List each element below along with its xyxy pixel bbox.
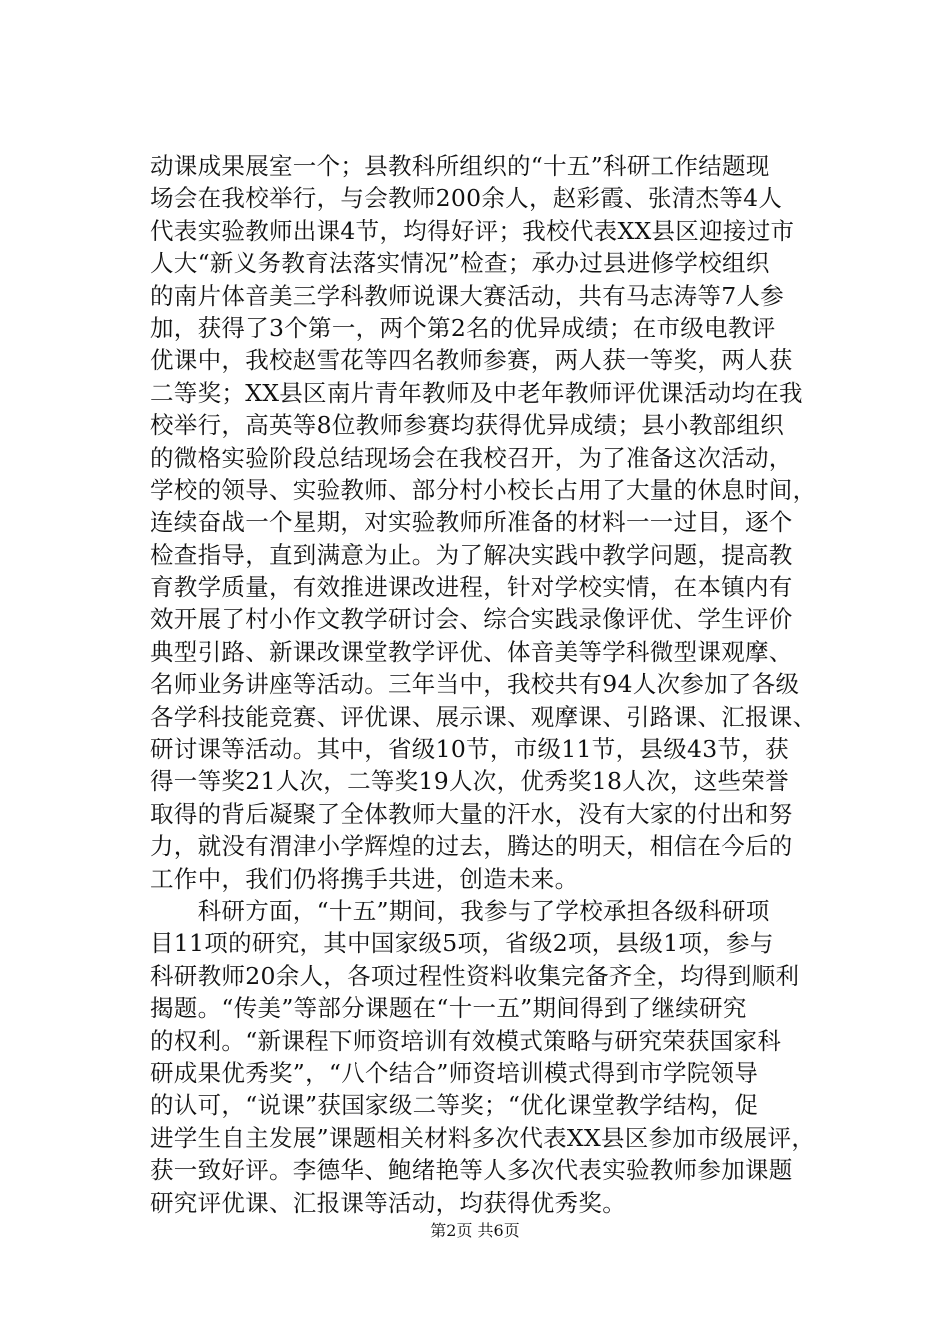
text-line: 育教学质量，有效推进课改进程，针对学校实情，在本镇内有: [150, 573, 793, 602]
text-line: 目11项的研究，其中国家级5项，省级2项，县级1项，参与: [150, 929, 774, 958]
text-line: 的微格实验阶段总结现场会在我校召开，为了准备这次活动，: [150, 443, 793, 472]
text-line: 的认可，“说课”获国家级二等奖；“优化课堂教学结构，促: [150, 1091, 759, 1120]
text-line: 优课中，我校赵雪花等四名教师参赛，两人获一等奖，两人获: [150, 346, 793, 375]
text-line: 科研方面，“十五”期间，我参与了学校承担各级科研项: [150, 896, 770, 925]
text-line: 工作中，我们仍将携手共进，创造未来。: [150, 864, 579, 893]
text-line: 连续奋战一个星期，对实验教师所准备的材料一一过目，逐个: [150, 508, 793, 537]
text-line: 研讨课等活动。其中，省级10节，市级11节，县级43节，获: [150, 735, 789, 764]
text-line: 揭题。“传美”等部分课题在“十一五”期间得到了继续研究: [150, 994, 747, 1023]
text-line: 名师业务讲座等活动。三年当中，我校共有94人次参加了各级: [150, 670, 800, 699]
text-line: 典型引路、新课改课堂教学评优、体音美等学科微型课观摩、: [150, 637, 793, 666]
text-line: 科研教师20余人，各项过程性资料收集完备齐全，均得到顺利: [150, 961, 800, 990]
text-line: 检查指导，直到满意为止。为了解决实践中教学问题，提高教: [150, 540, 793, 569]
text-line: 获一致好评。李德华、鲍绪艳等人多次代表实验教师参加课题: [150, 1156, 793, 1185]
text-line: 力，就没有渭津小学辉煌的过去，腾达的明天，相信在今后的: [150, 832, 793, 861]
text-line: 各学科技能竞赛、评优课、展示课、观摩课、引路课、汇报课、: [150, 702, 817, 731]
text-line: 效开展了村小作文教学研讨会、综合实践录像评优、学生评价: [150, 605, 793, 634]
text-line: 二等奖；XX县区南片青年教师及中老年教师评优课活动均在我: [150, 378, 803, 407]
text-line: 研究评优课、汇报课等活动，均获得优秀奖。: [150, 1188, 626, 1217]
text-line: 代表实验教师出课4节，均得好评；我校代表XX县区迎接过市: [150, 216, 795, 245]
text-line: 动课成果展室一个；县教科所组织的“十五”科研工作结题现: [150, 152, 770, 180]
text-line: 场会在我校举行，与会教师200余人，赵彩霞、张清杰等4人: [150, 184, 783, 213]
text-line: 加，获得了3个第一，两个第2名的优异成绩；在市级电教评: [150, 313, 776, 342]
text-line: 人大“新义务教育法落实情况”检查；承办过县进修学校组织: [150, 249, 770, 278]
text-line: 研成果优秀奖”，“八个结合”师资培训模式得到市学院领导: [150, 1058, 759, 1087]
page-number-footer: 第2页 共6页: [430, 1221, 520, 1240]
text-line: 的权利。“新课程下师资培训有效模式策略与研究荣获国家科: [150, 1026, 782, 1055]
body-text: [150, 150, 817, 1219]
text-line: 的南片体音美三学科教师说课大赛活动，共有马志涛等7人参: [150, 281, 785, 310]
text-line: 得一等奖21人次，二等奖19人次，优秀奖18人次，这些荣誉: [150, 767, 789, 796]
text-line: 进学生自主发展”课题相关材料多次代表XX县区参加市级展评，: [150, 1123, 816, 1152]
text-line: 校举行，高英等8位教师参赛均获得优异成绩；县小教部组织: [150, 411, 785, 440]
text-line: 取得的背后凝聚了全体教师大量的汗水，没有大家的付出和努: [150, 799, 793, 828]
text-line: 学校的领导、实验教师、部分村小校长占用了大量的休息时间，: [150, 475, 817, 504]
